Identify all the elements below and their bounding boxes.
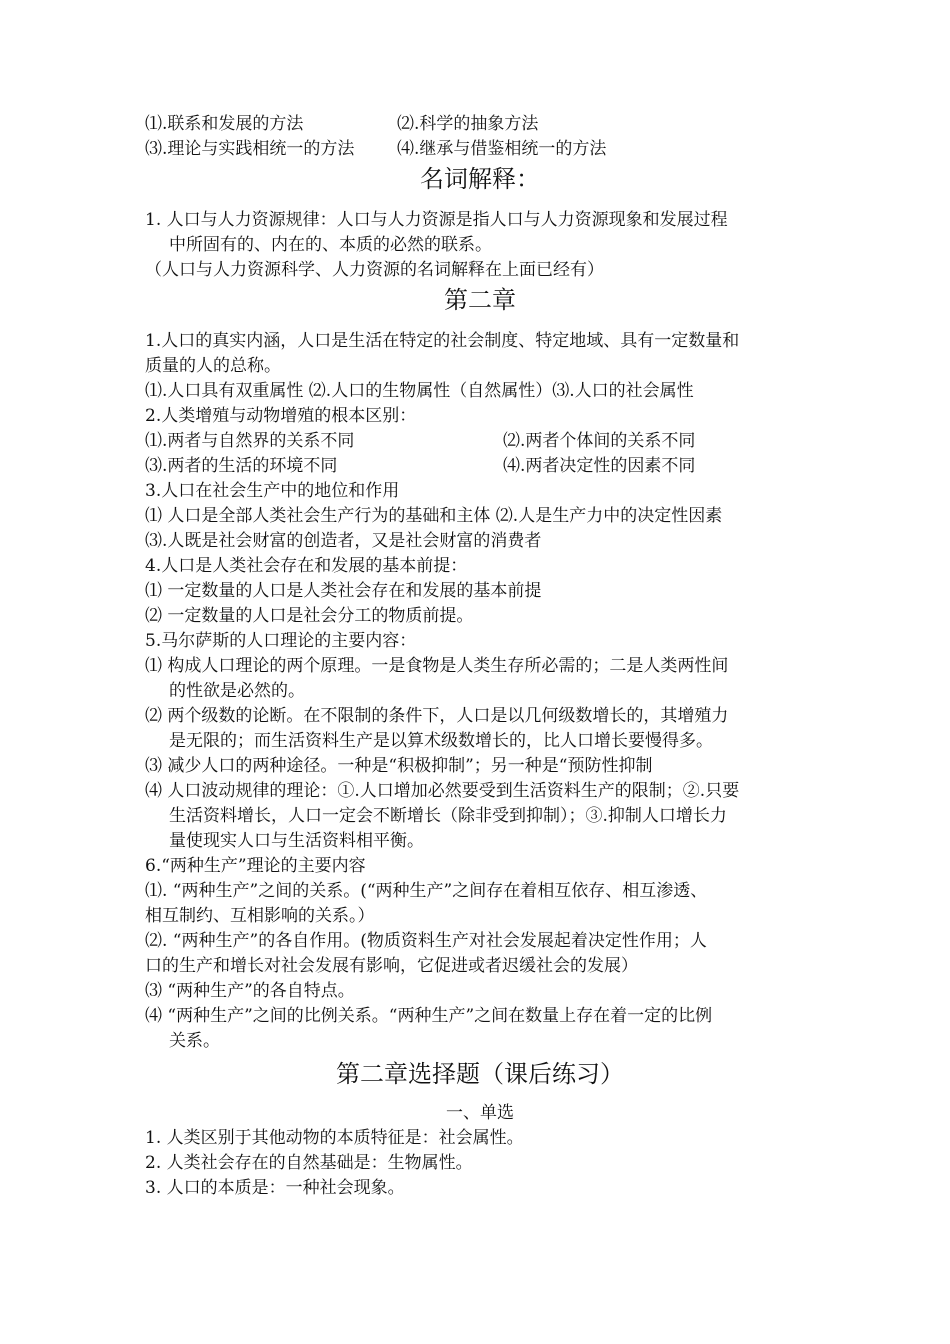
exercise-item: 1. 人类区别于其他动物的本质特征是：社会属性。 xyxy=(145,1128,524,1148)
paragraph-line: 1.人口的真实内涵，人口是生活在特定的社会制度、特定地域、具有一定数量和 xyxy=(145,331,740,351)
chapter-heading: 第二章 xyxy=(444,286,516,314)
answer-item-cont: 生活资料增长，人口一定会不断增长（除非受到抑制）；③.抑制人口增长力 xyxy=(169,806,727,826)
answer-item: ⑵ 一定数量的人口是社会分工的物质前提。 xyxy=(145,606,474,626)
answer-item-cont: 关系。 xyxy=(169,1031,220,1051)
paragraph-line: ⑴.人口具有双重属性 ⑵.人口的生物属性（自然属性）⑶.人口的社会属性 xyxy=(145,381,694,401)
answer-item: ⑷.两者决定性的因素不同 xyxy=(503,456,696,476)
answer-item: ⑵. “两种生产”的各自作用。(物质资料生产对社会发展起着决定性作用；人 xyxy=(145,931,707,951)
question-title: 5.马尔萨斯的人口理论的主要内容： xyxy=(145,631,417,651)
term-item-line: 1. 人口与人力资源规律：人口与人力资源是指人口与人力资源现象和发展过程 xyxy=(145,210,728,230)
question-title: 3.人口在社会生产中的地位和作用 xyxy=(145,481,400,501)
answer-item: ⑴ 一定数量的人口是人类社会存在和发展的基本前提 xyxy=(145,581,542,601)
answer-item-cont: 口的生产和增长对社会发展有影响，它促进或者迟缓社会的发展） xyxy=(145,956,638,976)
answer-item: ⑶.人既是社会财富的创造者，又是社会财富的消费者 xyxy=(145,531,542,551)
answer-item: ⑴ 构成人口理论的两个原理。一是食物是人类生存所必需的；二是人类两性间 xyxy=(145,656,729,676)
answer-item-cont: 的性欲是必然的。 xyxy=(169,681,305,701)
answer-item: ⑶.两者的生活的环境不同 xyxy=(145,456,338,476)
question-title: 6.“两种生产”理论的主要内容 xyxy=(145,856,366,876)
exercises-subheading: 一、单选 xyxy=(446,1103,514,1123)
terms-heading: 名词解释： xyxy=(420,165,540,193)
method-item: ⑷.继承与借鉴相统一的方法 xyxy=(397,139,607,159)
answer-item: ⑷ “两种生产”之间的比例关系。“两种生产”之间在数量上存在着一定的比例 xyxy=(145,1006,713,1026)
answer-item: ⑷ 人口波动规律的理论：①.人口增加必然要受到生活资料生产的限制；②.只要 xyxy=(145,781,740,801)
methods-row-2 xyxy=(145,137,815,162)
methods-row-1 xyxy=(145,112,815,137)
paragraph-line: 质量的人的总称。 xyxy=(145,356,281,376)
exercise-item: 2. 人类社会存在的自然基础是：生物属性。 xyxy=(145,1153,473,1173)
term-item-line: 中所固有的、内在的、本质的必然的联系。 xyxy=(169,235,492,255)
terms-note: （人口与人力资源科学、人力资源的名词解释在上面已经有） xyxy=(145,260,604,280)
question-title: 2.人类增殖与动物增殖的根本区别： xyxy=(145,406,417,426)
method-item: ⑴.联系和发展的方法 xyxy=(145,114,304,134)
exercise-item: 3. 人口的本质是：一种社会现象。 xyxy=(145,1178,405,1198)
answer-row xyxy=(145,454,815,479)
answer-item: ⑵.两者个体间的关系不同 xyxy=(503,431,696,451)
answer-item: ⑶ 减少人口的两种途径。一种是“积极抑制”；另一种是“预防性抑制 xyxy=(145,756,653,776)
question-title: 4.人口是人类社会存在和发展的基本前提： xyxy=(145,556,468,576)
method-item: ⑵.科学的抽象方法 xyxy=(397,114,539,134)
answer-item: ⑵ 两个级数的论断。在不限制的条件下，人口是以几何级数增长的，其增殖力 xyxy=(145,706,729,726)
exercises-heading: 第二章选择题（课后练习） xyxy=(336,1060,624,1088)
answer-item-cont: 是无限的；而生活资料生产是以算术级数增长的，比人口增长要慢得多。 xyxy=(169,731,713,751)
answer-row xyxy=(145,429,815,454)
method-item: ⑶.理论与实践相统一的方法 xyxy=(145,139,355,159)
answer-item: ⑴.两者与自然界的关系不同 xyxy=(145,431,355,451)
answer-item: ⑴. “两种生产”之间的关系。(“两种生产”之间存在着相互依存、相互渗透、 xyxy=(145,881,708,901)
answer-item-cont: 相互制约、互相影响的关系。） xyxy=(145,906,375,926)
answer-item-cont: 量使现实人口与生活资料相平衡。 xyxy=(169,831,424,851)
answer-item: ⑴ 人口是全部人类社会生产行为的基础和主体 ⑵.人是生产力中的决定性因素 xyxy=(145,506,723,526)
document-page xyxy=(145,112,815,1201)
answer-item: ⑶ “两种生产”的各自特点。 xyxy=(145,981,355,1001)
